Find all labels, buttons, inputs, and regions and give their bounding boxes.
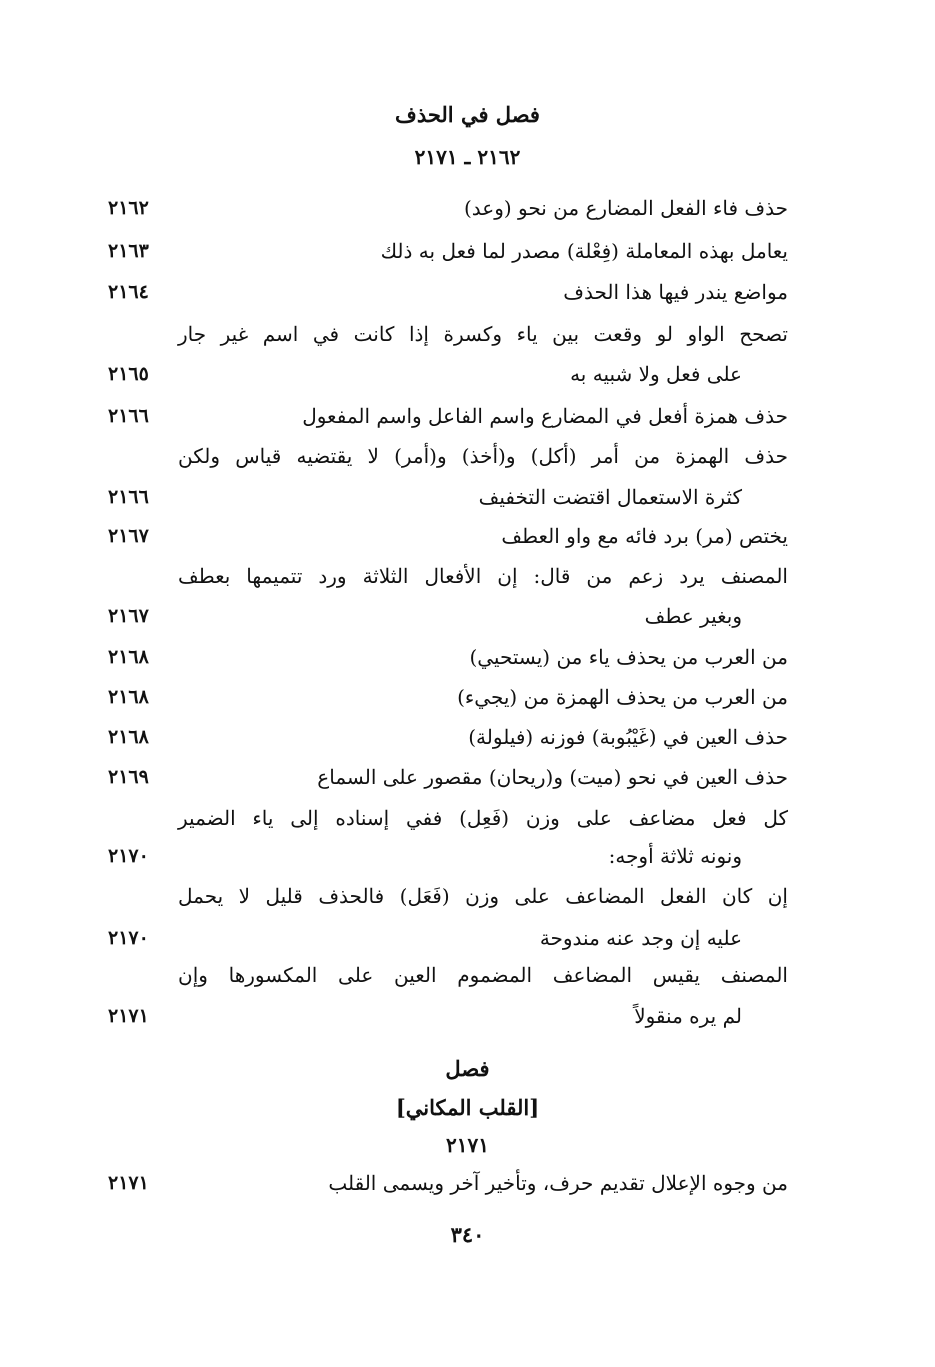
entry-number: ٢١٦٦ [108,405,149,427]
entry-text: تصحح الواو لو وقعت بين ياء وكسرة إذا كانت في اسم غير جار [178,322,788,346]
entry-number: ٢١٦٨ [108,646,149,668]
entry-text: حذف همزة أفعل في المضارع واسم الفاعل واسم المفعول [302,404,788,428]
entry-text-continuation: كثرة الاستعمال اقتضت التخفيف [478,485,742,509]
entry-number: ٢١٧١ [108,1172,149,1194]
list-item [0,272,935,312]
entry-number: ٢١٦٨ [108,686,149,708]
list-item [0,757,935,797]
list-item [0,955,935,995]
entry-number: ٢١٦٧ [108,525,149,547]
list-item [0,717,935,757]
entry-number: ٢١٦٨ [108,726,149,748]
list-item [0,556,935,596]
entry-text-continuation: لم يره منقولاً [634,1004,742,1028]
entry-text: حذف العين في نحو (ميت) و(ريحان) مقصور على السماع [317,765,788,789]
entry-number: ٢١٦٧ [108,605,149,627]
entry-number: ٢١٦٦ [108,486,149,508]
entry-number: ٢١٦٢ [108,197,149,219]
entry-text-continuation: ونونه ثلاثة أوجه: [608,844,742,868]
list-item [0,188,935,228]
entry-text: حذف الهمزة من أمر (أكل) و(أخذ) و(أمر) لا يقتضيه قياس ولكن [178,444,788,468]
entry-text: من وجوه الإعلال تقديم حرف، وتأخير آخر ويسمى القلب [328,1171,788,1195]
entry-text: يعامل بهذه المعاملة (فِعْلة) مصدر لما فعل به ذلك [380,239,788,263]
entry-text: مواضع يندر فيها هذا الحذف [563,280,788,304]
section-range: ٢١٦٢ ـ ٢١٧١ [414,145,521,169]
entry-number: ٢١٧٠ [108,927,149,949]
entry-number: ٢١٧٠ [108,845,149,867]
entry-number: ٢١٦٤ [108,281,149,303]
list-item [0,918,935,958]
entry-text-continuation: عليه إن وجد عنه مندوحة [539,926,742,950]
entry-number: ٢١٧١ [108,1005,149,1027]
section-range: ٢١٧١ [446,1133,489,1157]
entry-text: حذف فاء الفعل المضارع من نحو (وعد) [463,196,788,220]
entry-text: إن كان الفعل المضاعف على وزن (فَعَل) فالحذف قليل لا يحمل [178,884,788,908]
entry-number: ٢١٦٥ [108,363,149,385]
list-item [0,396,935,436]
list-item [0,231,935,271]
list-item [0,1163,935,1203]
list-item [0,516,935,556]
list-item [0,314,935,354]
list-item [0,354,935,394]
entry-text-continuation: وبغير عطف [644,604,742,628]
section-title: فصل في الحذف [395,102,540,127]
entry-text: المصنف يقيس المضاعف المضموم العين على المكسورها وإن [178,963,788,987]
entry-number: ٢١٦٣ [108,240,149,262]
list-item [0,477,935,517]
list-item [0,876,935,916]
list-item [0,596,935,636]
section-title: فصل [445,1056,490,1081]
list-item [0,996,935,1036]
list-item [0,677,935,717]
entry-text: يختص (مر) برد فائه مع واو العطف [501,524,788,548]
entry-text: من العرب من يحذف ياء من (يستحيي) [469,645,788,669]
list-item [0,836,935,876]
entry-text-continuation: على فعل ولا شبيه به [570,362,742,386]
entry-text: المصنف يرد زعم من قال: إن الأفعال الثلاثة ورد تتميمها بعطف [178,564,788,588]
entry-number: ٢١٦٩ [108,766,149,788]
list-item [0,637,935,677]
entry-text: من العرب من يحذف الهمزة من (يجيء) [457,685,788,709]
section-subtitle: [القلب المكاني] [395,1095,540,1120]
entry-text: حذف العين في (غَيْبُوبة) فوزنه (فيلولة) [468,725,788,749]
entry-text: كل فعل مضاعف على وزن (فَعِل) ففي إسناده إلى ياء الضمير [178,806,788,830]
list-item [0,436,935,476]
page-number: ٣٤٠ [450,1222,485,1247]
list-item [0,798,935,838]
